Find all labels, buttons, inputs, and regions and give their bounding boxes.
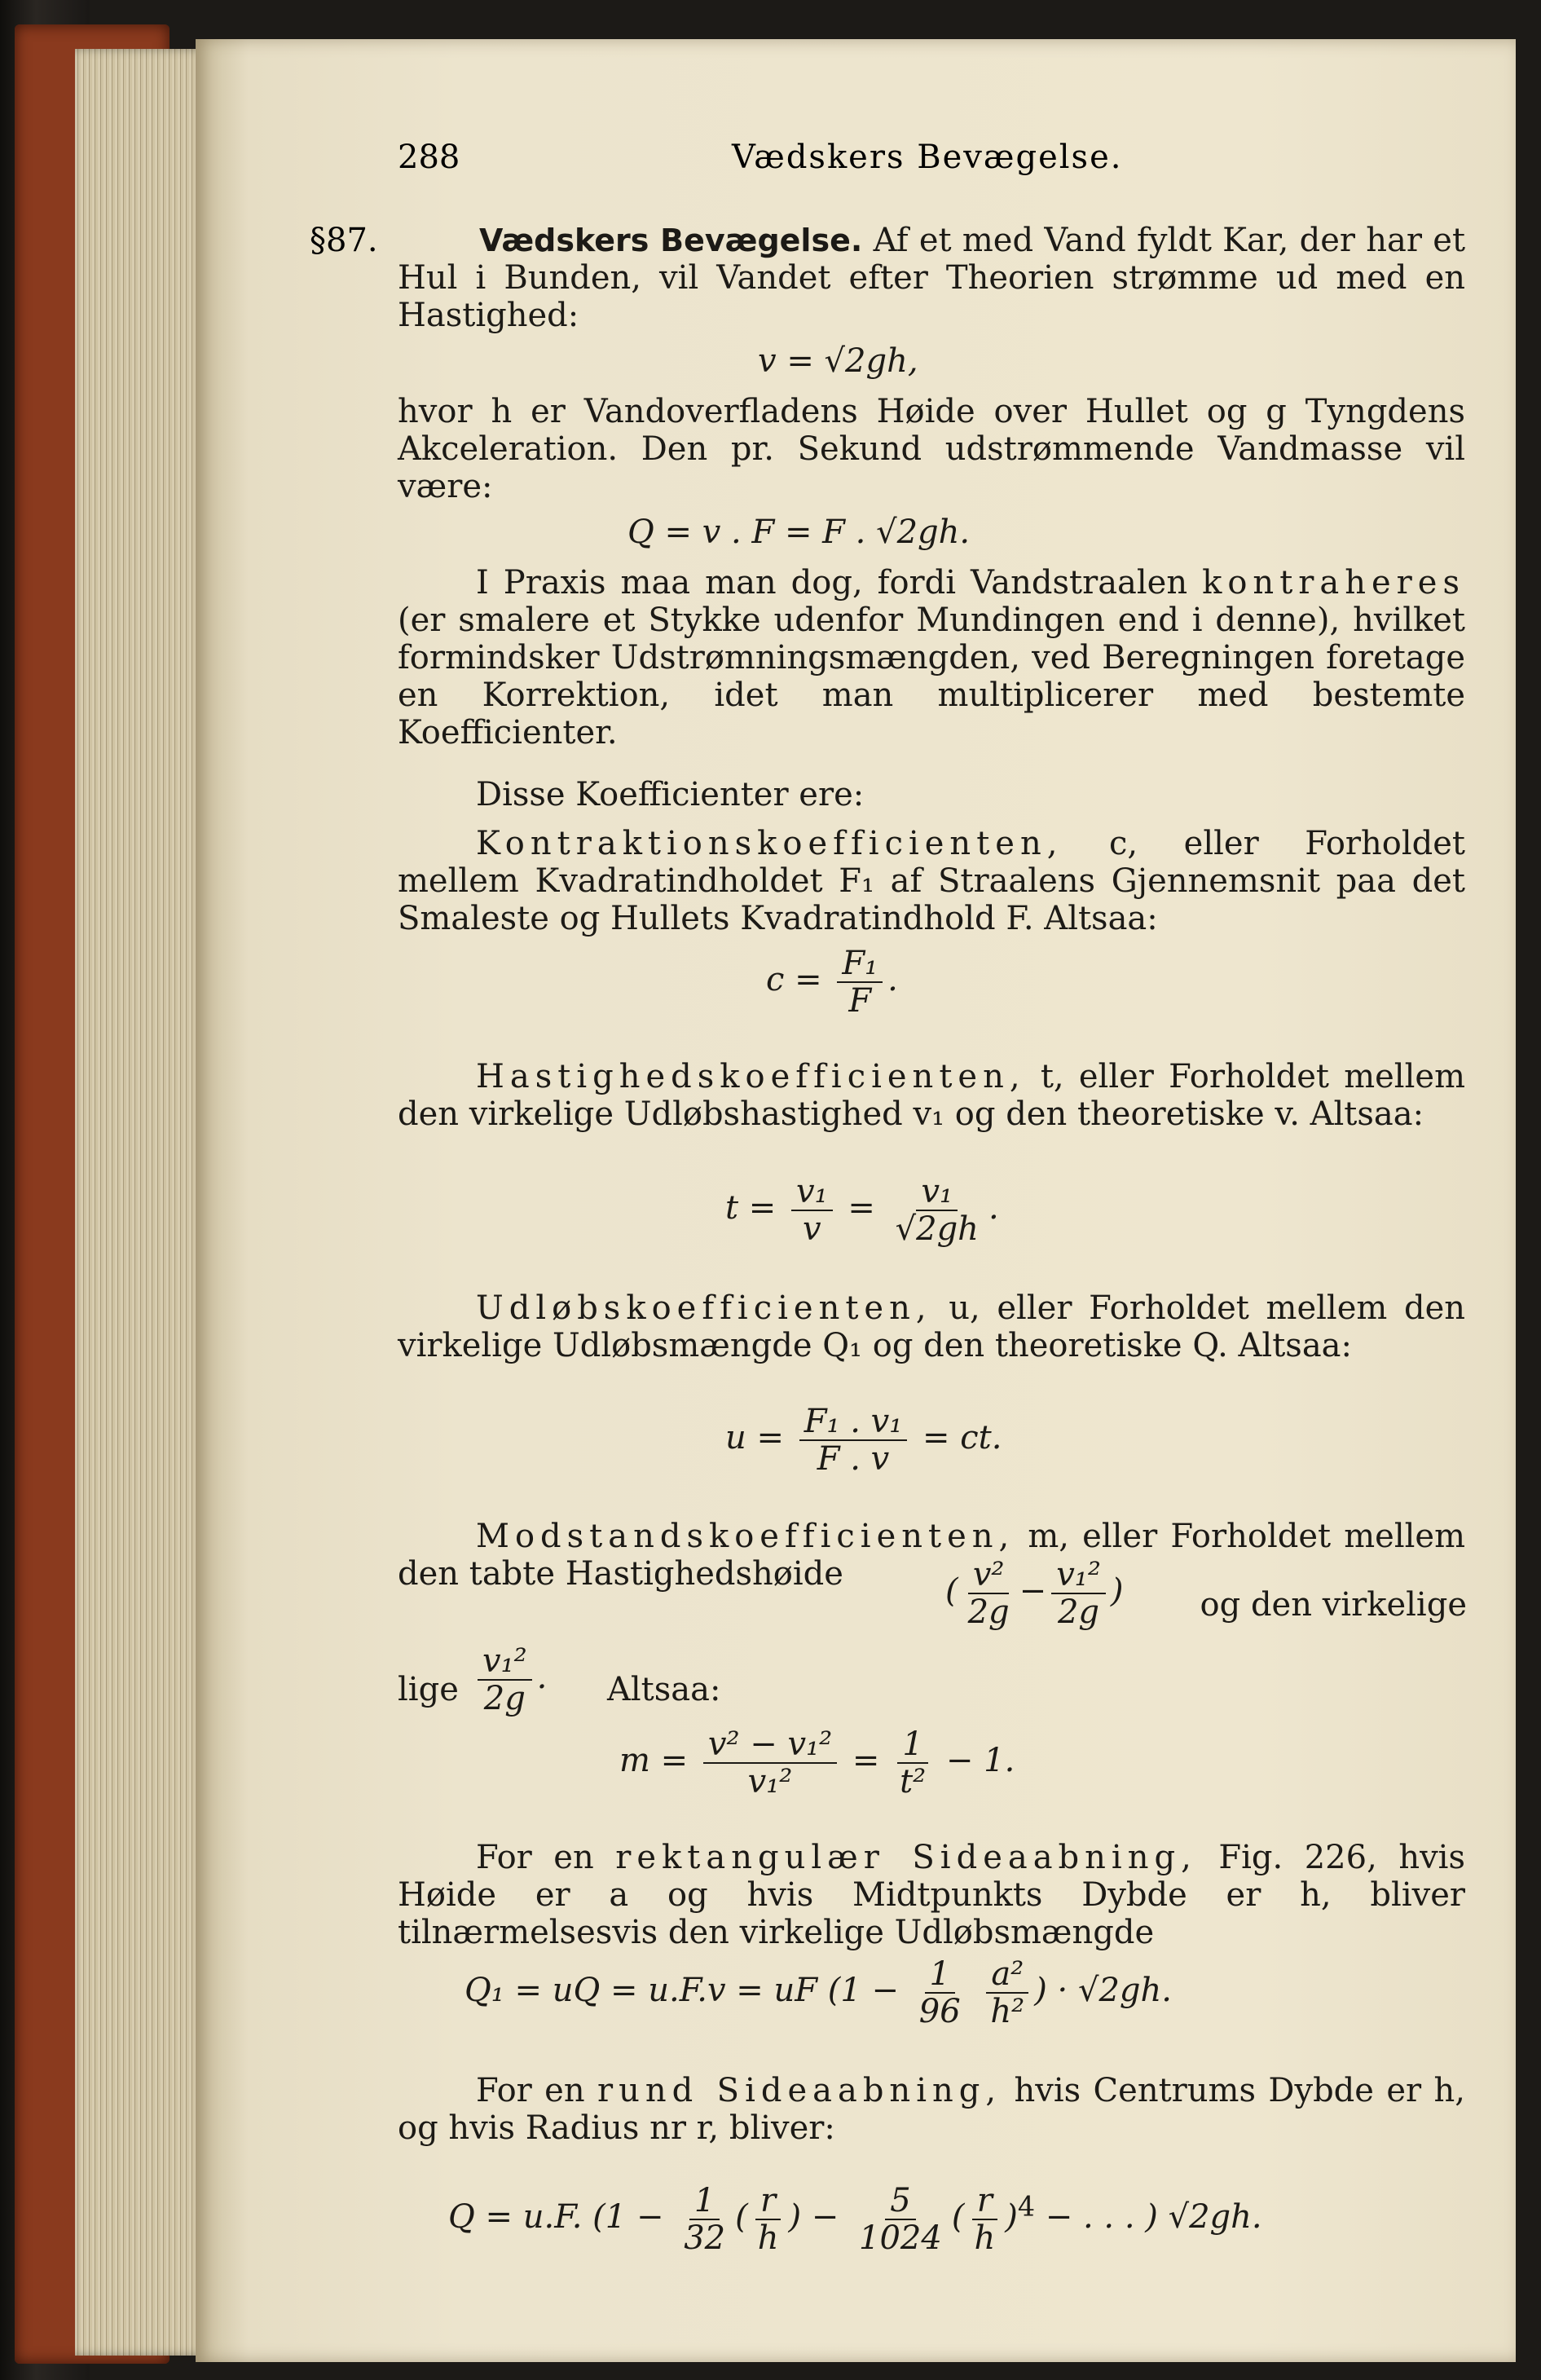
eq3-lhs: c = [766, 961, 822, 998]
p8-minus: − [1019, 1572, 1047, 1610]
eq7-frac2 [985, 1956, 1029, 2030]
paragraph-8-cont: og den virkelige [1200, 1586, 1467, 1624]
eq3-den: F [848, 982, 872, 1020]
eq6-rhs: − 1. [945, 1742, 1015, 1779]
eq7-n2: a² [986, 1956, 1028, 1994]
eq3-fraction [837, 945, 883, 1019]
eq6-mid: = [852, 1742, 880, 1779]
eq6-d2: t² [900, 1763, 927, 1800]
eq8-lhs: Q = u.F. [448, 2198, 583, 2236]
eq5-frac [799, 1404, 908, 1477]
equation-discharge-text: Q = v . F = F . √2gh. [627, 513, 971, 551]
paragraph-6-text: t, eller Forholdet mellem den virkelige Udløbshastighed v₁ og den theoretiske v. Altsaa: [398, 1058, 1465, 1133]
eq8-n1: 1 [689, 2183, 720, 2220]
eq8-frac3 [854, 2183, 947, 2256]
eq7-paren-close: ) [1034, 1972, 1047, 2009]
paragraph-3-c: (er smalere et Stykke udenfor Mundingen end i denne), hvilket formindsker Udstrømningsmængden, ved Beregningen foretage en Korrektion, idet man multiplicerer med bestemte Koefficienter. [398, 602, 1465, 751]
paragraph-8 [398, 1518, 1465, 1593]
eq6-den: v₁² [747, 1763, 793, 1800]
eq8-n3: 5 [885, 2183, 915, 2220]
eq8-mid: − [811, 2198, 839, 2236]
paragraph-10-term: rund Sideaabning, [597, 2072, 1002, 2109]
eq4-d2: √2gh [895, 1210, 979, 1248]
eq5-den: F . v [817, 1440, 890, 1478]
equation-rectangular-opening [465, 1956, 1172, 2030]
section-number: §87. [310, 222, 378, 259]
eq4-lhs: t = [725, 1189, 777, 1227]
paragraph-7-term: Udløbskoefficienten, [476, 1289, 932, 1327]
p8-frac-b-num: v₁² [1051, 1557, 1106, 1594]
eq6-num: v² − v₁² [703, 1726, 837, 1764]
paragraph-2: hvor h er Vandoverfladens Høide over Hullet og g Tyngdens Akceleration. Den pr. Sekund udstrømmende Vandmasse vil være: [398, 393, 1465, 505]
eq3-end: . [887, 961, 898, 998]
paragraph-8-term: Modstandskoefficienten, [476, 1518, 1015, 1555]
paragraph-3-spaced: kontraheres [1202, 564, 1465, 602]
eq8-n2: r [755, 2183, 781, 2220]
p8-frac-c-end: . [536, 1659, 548, 1696]
equation-velocity-coefficient [725, 1174, 999, 1247]
eq8-n4: r [972, 2183, 997, 2220]
eq8-tail: − . . . ) [1045, 2198, 1158, 2236]
eq4-n1: v₁ [791, 1174, 833, 1211]
p8-frac-c-den: 2g [483, 1680, 526, 1717]
eq8-rhs: √2gh. [1168, 2198, 1262, 2236]
eq7-n1: 1 [925, 1956, 955, 1994]
eq8-paren-open: (1 − [592, 2198, 664, 2236]
eq4-mid: = [848, 1189, 875, 1227]
eq7-rhs: · √2gh. [1057, 1972, 1172, 2009]
page-number: 288 [398, 139, 460, 176]
p8-frac-a [963, 1557, 1015, 1630]
eq4-frac1 [791, 1174, 833, 1247]
paragraph-9-text: Fig. 226, hvis Høide er a og hvis Midtpunkts Dybde er h, bliver tilnærmelsesvis den virkelige Udløbsmængde [398, 1839, 1465, 1951]
eq8-d2: h [757, 2219, 779, 2257]
paragraph-5 [398, 825, 1465, 937]
eq5-lhs: u = [725, 1419, 784, 1457]
paragraph-8-altsaa: Altsaa: [607, 1671, 721, 1708]
paragraph-8-text: m, eller Forholdet mellem den tabte Hastighedshøide [398, 1518, 1466, 1593]
eq4-end: . [988, 1189, 999, 1227]
equation-discharge-coefficient [725, 1404, 1002, 1477]
paragraph-7-text: u, eller Forholdet mellem den virkelige Udløbsmængde Q₁ og den theoretiske Q. Altsaa: [398, 1289, 1465, 1364]
eq6-frac1 [703, 1726, 837, 1800]
eq5-rhs: = ct. [922, 1419, 1002, 1457]
equation-round-opening: Q = u.F. (1 − $\frac{1}{32}$ ( $\frac{r}{h}$ ) − $\frac{5}{1024}$ ( $\frac{r}{h}$ )$^4$ − . . . ) √2gh. [448, 2182, 1262, 2257]
eq7-paren-open: (1 − [827, 1972, 900, 2009]
paragraph-5-text: c, eller Forholdet mellem Kvadratindholdet F₁ af Straalens Gjennemsnit paa det Smaleste og Hullets Kvadratindhold F. Altsaa: [398, 825, 1466, 937]
eq6-n2: 1 [897, 1726, 927, 1764]
paragraph-10-a: For en [476, 2072, 585, 2109]
paragraph-10-text: hvis Centrums Dybde er h, og hvis Radius nr r, bliver: [398, 2072, 1466, 2147]
p8-frac-c-num: v₁² [478, 1643, 532, 1681]
paragraph-3-a: I Praxis maa man dog, fordi Vandstraalen [476, 564, 1188, 602]
p8-frac-b-den: 2g [1057, 1593, 1100, 1631]
p8-frac-a-den: 2g [967, 1593, 1010, 1631]
eq8-d3: 1024 [859, 2219, 942, 2257]
eq5-num: F₁ . v₁ [799, 1404, 908, 1441]
eq7-lhs: Q₁ = uQ = u.F.v = uF [465, 1972, 818, 2009]
eq4-n2: v₁ [916, 1174, 958, 1211]
paragraph-9 [398, 1839, 1465, 1951]
equation-discharge [627, 513, 970, 551]
paragraph-1-text: Af et med Vand fyldt Kar, der har et Hul i Bunden, vil Vandet efter Theorien strømme ud med en Hastighed: [398, 222, 1466, 334]
eq8-frac2 [753, 2183, 784, 2256]
eq4-d1: v [803, 1210, 821, 1248]
eq8-frac1 [679, 2183, 730, 2256]
p8-frac-b [1051, 1557, 1106, 1630]
eq8-d4: h [974, 2219, 996, 2257]
paragraph-6-term: Hastighedskoefficienten, [476, 1058, 1026, 1095]
paragraph-7 [398, 1289, 1465, 1364]
eq6-lhs: m = [619, 1742, 689, 1779]
paragraph-5-term: Kontraktionskoefficienten, [476, 825, 1063, 862]
paragraph-1 [398, 222, 1465, 334]
running-title: Vædskers Bevægelse. [732, 139, 1123, 176]
equation-velocity [758, 342, 918, 380]
paragraph-4: Disse Koefficienter ere: [476, 776, 865, 813]
eq7-frac1 [914, 1956, 966, 2030]
paragraph-8-lige: lige [398, 1671, 459, 1708]
eq6-frac2 [895, 1726, 931, 1800]
eq8-frac4 [969, 2183, 1000, 2256]
eq7-d2: h² [990, 1993, 1025, 2030]
p8-frac-c [478, 1643, 532, 1717]
head-loss-expression: ( $\frac{\text{v²}}{2g}$ − $\frac{\text{v₁²}}{2g}$ ) [945, 1556, 1124, 1631]
paragraph-6 [398, 1058, 1465, 1133]
paragraph-9-a: For en [476, 1839, 594, 1876]
eq8-d1: 32 [684, 2219, 726, 2257]
equation-contraction [766, 945, 898, 1019]
eq7-d1: 96 [918, 1993, 961, 2030]
equation-resistance-coefficient [619, 1726, 1015, 1800]
paragraph-10 [398, 2072, 1465, 2147]
paragraph-9-term: rektangulær Sideaabning, [615, 1839, 1197, 1876]
section-title: Vædskers Bevægelse. [479, 223, 863, 258]
velocity-head-fraction [473, 1643, 547, 1717]
equation-velocity-text: v = √2gh, [758, 342, 918, 380]
eq4-frac2 [891, 1174, 984, 1247]
paragraph-3 [398, 564, 1465, 751]
p8-frac-a-num: v² [968, 1557, 1010, 1594]
eq3-num: F₁ [837, 945, 883, 983]
